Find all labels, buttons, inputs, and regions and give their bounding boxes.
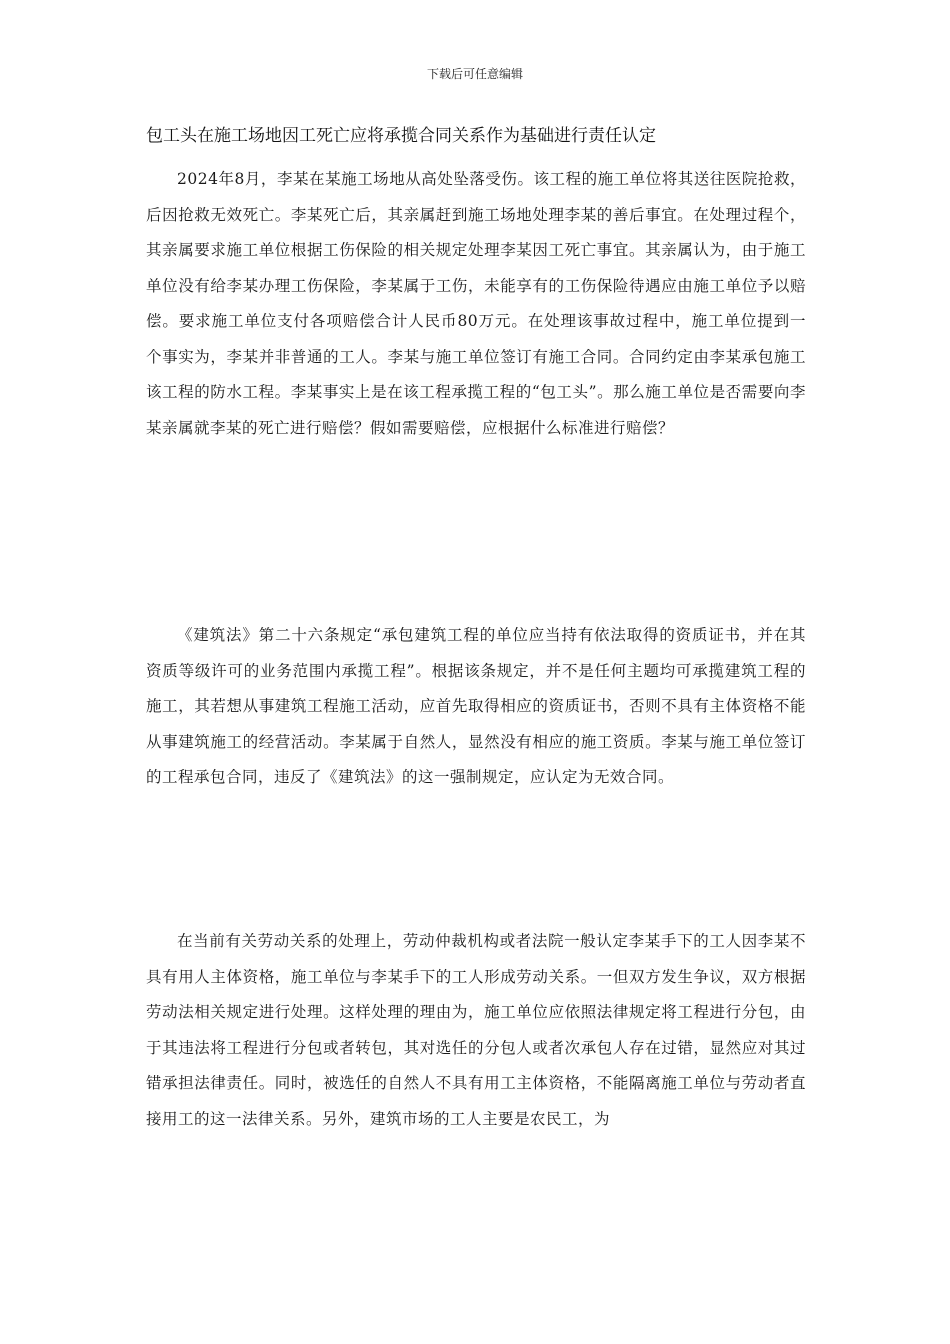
header-note: 下载后可任意编辑: [426, 67, 523, 81]
paragraph-2: 《建筑法》第二十六条规定“承包建筑工程的单位应当持有依法取得的资质证书，并在其资质等级许可的业务范围内承揽工程”。根据该条规定，并不是任何主题均可承揽建筑工程的施工，其若想从事建筑工程施工活动，应首先取得相应的资质证书，否则不具有主体资格不能从事建筑施工的经营活动。李某属于自然人，显然没有相应的施工资质。李某与施工单位签订的工程承包合同，违反了《建筑法》的这一强制规定，应认定为无效合同。: [146, 626, 806, 786]
document-title: 包工头在施工场地因工死亡应将承揽合同关系作为基础进行责任认定: [146, 126, 656, 146]
paragraph-1: 2024年8月，李某在某施工场地从高处坠落受伤。该工程的施工单位将其送往医院抢救，后因抢救无效死亡。李某死亡后，其亲属赶到施工场地处理李某的善后事宜。在处理过程个，其亲属要求施工单位根据工伤保险的相关规定处理李某因工死亡事宜。其亲属认为，由于施工单位没有给李某办理工伤保险，李某属于工伤，未能享有的工伤保险待遇应由施工单位予以赔偿。要求施工单位支付各项赔偿合计人民币80万元。在处理该事故过程中，施工单位提到一个事实为，李某并非普通的工人。李某与施工单位签订有施工合同。合同约定由李某承包施工该工程的防水工程。李某事实上是在该工程承揽工程的“包工头”。那么施工单位是否需要向李某亲属就李某的死亡进行赔偿？假如需要赔偿，应根据什么标准进行赔偿？: [146, 170, 806, 437]
paragraph-3: 在当前有关劳动关系的处理上，劳动仲裁机构或者法院一般认定李某手下的工人因李某不具有用人主体资格，施工单位与李某手下的工人形成劳动关系。一但双方发生争议，双方根据劳动法相关规定进行处理。这样处理的理由为，施工单位应依照法律规定将工程进行分包，由于其违法将工程进行分包或者转包，其对选任的分包人或者次承包人存在过错，显然应对其过错承担法律责任。同时，被选任的自然人不具有用工主体资格，不能隔离施工单位与劳动者直接用工的这一法律关系。另外，建筑市场的工人主要是农民工，为: [146, 932, 806, 1128]
